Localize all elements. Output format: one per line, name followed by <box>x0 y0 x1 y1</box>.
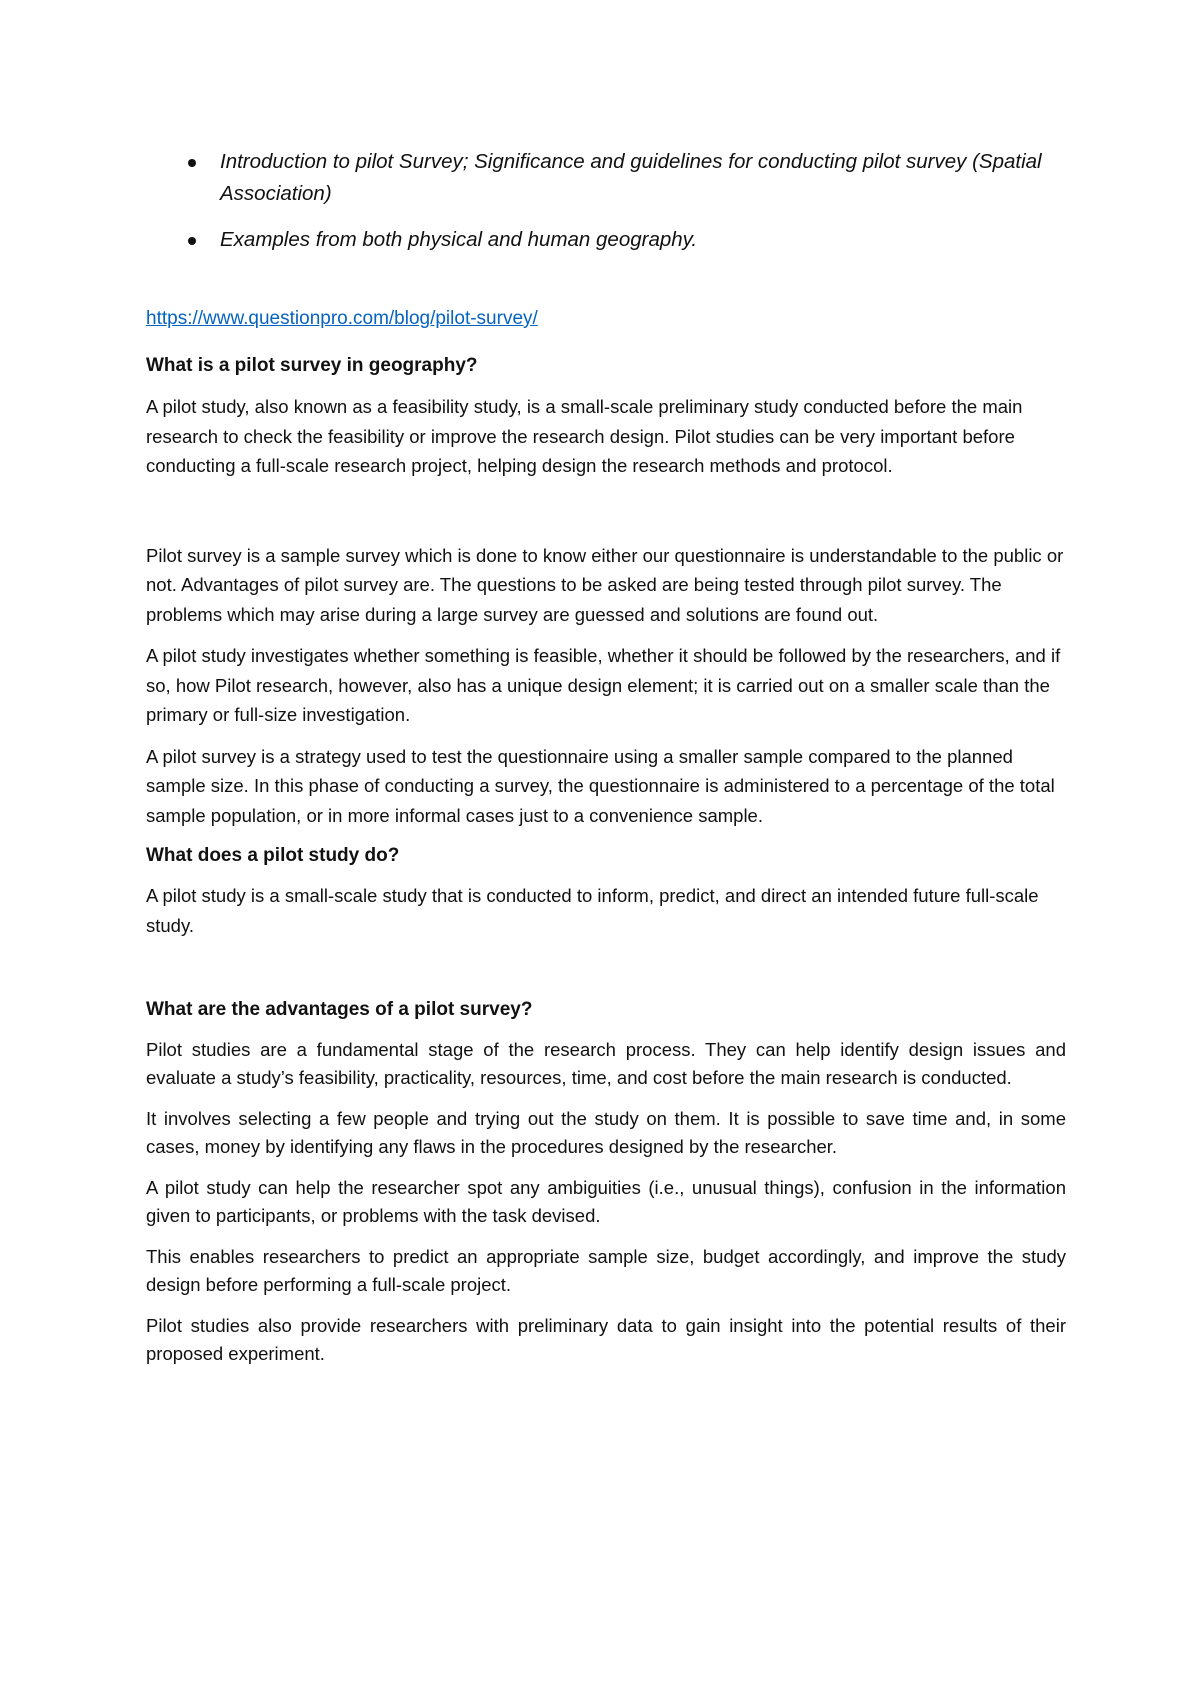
bullet-item <box>146 224 1066 256</box>
topic-bullet-list <box>146 146 1066 256</box>
document-body <box>146 146 1066 1367</box>
heading-advantages: What are the advantages of a pilot survey? <box>146 999 533 1020</box>
paragraph: A pilot study is a small-scale study that is conducted to inform, predict, and direct an intended future full-scale study. <box>146 885 1039 936</box>
paragraph: A pilot study investigates whether something is feasible, whether it should be followed by the researchers, and if so, how Pilot research, however, also has a unique design element; it is carried out on a smaller scale than the primary or full-size investigation. <box>146 645 1061 725</box>
heading-what-is-pilot-survey: What is a pilot survey in geography? <box>146 355 478 376</box>
paragraph: Pilot studies are a fundamental stage of the research process. They can help identify design issues and evaluate a study’s feasibility, practicality, resources, time, and cost before the main research is conducted. <box>146 1039 1066 1088</box>
paragraph: This enables researchers to predict an appropriate sample size, budget accordingly, and improve the study design before performing a full-scale project. <box>146 1246 1066 1295</box>
heading-what-does-pilot-study-do: What does a pilot study do? <box>146 845 400 866</box>
paragraph: It involves selecting a few people and trying out the study on them. It is possible to save time and, in some cases, money by identifying any flaws in the procedures designed by the researcher. <box>146 1108 1066 1157</box>
paragraph: A pilot survey is a strategy used to test the questionnaire using a smaller sample compared to the planned sample size. In this phase of conducting a survey, the questionnaire is administered to a percentage of the total sample population, or in more informal cases just to a convenience sample. <box>146 745 1055 826</box>
paragraph: A pilot study can help the researcher spot any ambiguities (i.e., unusual things), confusion in the information given to participants, or problems with the task devised. <box>146 1177 1066 1226</box>
bullet-text: Examples from both physical and human geography. <box>220 228 698 251</box>
bullet-icon <box>188 237 196 245</box>
bullet-item <box>146 146 1066 210</box>
bullet-text: Introduction to pilot Survey; Significance and guidelines for conducting pilot survey (Spatial Association) <box>220 150 1042 205</box>
paragraph: Pilot studies also provide researchers with preliminary data to gain insight into the potential results of their proposed experiment. <box>146 1315 1066 1364</box>
paragraph: A pilot study, also known as a feasibility study, is a small-scale preliminary study conducted before the main research to check the feasibility or improve the research design. Pilot studies can be very important before conducting a full-scale research project, helping design the research methods and protocol. <box>146 396 1023 476</box>
paragraph: Pilot survey is a sample survey which is done to know either our questionnaire is understandable to the public or not. Advantages of pilot survey are. The questions to be asked are being tested through pilot survey. The problems which may arise during a large survey are guessed and solutions are found out. <box>146 544 1064 625</box>
source-link[interactable]: https://www.questionpro.com/blog/pilot-survey/ <box>146 308 538 329</box>
bullet-icon <box>188 159 196 167</box>
